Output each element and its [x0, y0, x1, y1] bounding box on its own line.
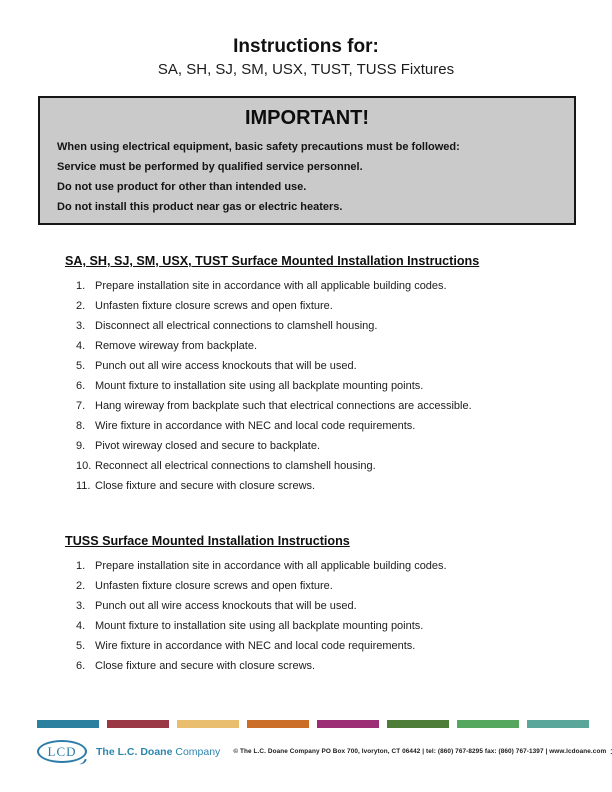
instruction-step: [76, 580, 572, 593]
step-number: 9.: [76, 440, 86, 452]
page-footer: [37, 720, 607, 763]
important-box-title: IMPORTANT!: [244, 107, 370, 129]
step-text: Wire fixture in accordance with NEC and local code requirements.: [95, 640, 416, 652]
instruction-step: [76, 640, 572, 653]
instruction-step: [76, 320, 572, 333]
step-text: Punch out all wire access knockouts that will be used.: [95, 600, 357, 612]
step-number: 3.: [76, 320, 86, 332]
safety-precaution-line: Service must be performed by qualified service personnel.: [57, 161, 363, 173]
step-text: Disconnect all electrical connections to clamshell housing.: [95, 320, 378, 332]
step-number: 4.: [76, 620, 86, 632]
step-text: Remove wireway from backplate.: [95, 340, 258, 352]
title-block: [0, 0, 612, 78]
step-number: 11.: [76, 480, 91, 492]
brand-color-bar: [247, 720, 309, 728]
instruction-step: [76, 400, 572, 413]
brand-color-bars: [37, 720, 589, 728]
step-number: 1.: [76, 280, 86, 292]
document-title: Instructions for:: [233, 36, 379, 57]
safety-precaution-line: Do not install this product near gas or electric heaters.: [57, 201, 343, 213]
step-text: Unfasten fixture closure screws and open fixture.: [95, 300, 333, 312]
step-number: 6.: [76, 380, 86, 392]
step-number: 2.: [76, 580, 86, 592]
lcd-logo-text: LCD: [47, 743, 77, 759]
instruction-step: [76, 480, 572, 493]
instruction-step-list: [65, 280, 572, 493]
step-text: Mount fixture to installation site using all backplate mounting points.: [95, 380, 424, 392]
brand-color-bar: [387, 720, 449, 728]
step-text: Reconnect all electrical connections to clamshell housing.: [95, 460, 376, 472]
brand-color-bar: [107, 720, 169, 728]
step-text: Pivot wireway closed and secure to backplate.: [95, 440, 321, 452]
brand-color-bar: [457, 720, 519, 728]
step-text: Prepare installation site in accordance with all applicable building codes.: [95, 560, 447, 572]
instruction-step: [76, 560, 572, 573]
instruction-step: [76, 360, 572, 373]
lcd-logo-tail: [77, 757, 87, 766]
instruction-step: [76, 420, 572, 433]
document-subtitle: SA, SH, SJ, SM, USX, TUST, TUSS Fixtures: [157, 61, 455, 78]
step-text: Close fixture and secure with closure screws.: [95, 660, 316, 672]
instruction-step-list: [65, 560, 572, 673]
step-text: Wire fixture in accordance with NEC and local code requirements.: [95, 420, 416, 432]
instruction-step: [76, 340, 572, 353]
instruction-step: [76, 620, 572, 633]
section-surface-mounted-instructions: [65, 254, 572, 493]
brand-color-bar: [527, 720, 589, 728]
company-name-bold: The L.C. Doane: [96, 745, 173, 758]
step-text: Close fixture and secure with closure screws.: [95, 480, 316, 492]
footer-contact-info: © The L.C. Doane Company PO Box 700, Ivoryton, CT 06442 | tel: (860) 767-8295 fax: (860) 767-1397 | www.lcdoane.com: [233, 748, 607, 755]
step-number: 4.: [76, 340, 86, 352]
step-text: Punch out all wire access knockouts that will be used.: [95, 360, 357, 372]
lcd-logo: [37, 740, 87, 763]
brand-color-bar: [177, 720, 239, 728]
instruction-step: [76, 300, 572, 313]
safety-precaution-line: Do not use product for other than intended use.: [57, 181, 307, 193]
step-number: 5.: [76, 360, 86, 372]
instruction-step: [76, 380, 572, 393]
company-name-light: Company: [175, 745, 221, 758]
instruction-step: [76, 600, 572, 613]
step-number: 7.: [76, 400, 86, 412]
important-safety-box: [38, 96, 576, 225]
instruction-step: [76, 440, 572, 453]
brand-color-bar: [317, 720, 379, 728]
section-heading: TUSS Surface Mounted Installation Instructions: [65, 534, 350, 548]
step-number: 8.: [76, 420, 86, 432]
step-number: 5.: [76, 640, 86, 652]
brand-color-bar: [37, 720, 99, 728]
instruction-step: [76, 660, 572, 673]
step-number: 1.: [76, 560, 86, 572]
step-number: 2.: [76, 300, 86, 312]
step-text: Prepare installation site in accordance with all applicable building codes.: [95, 280, 447, 292]
instruction-step: [76, 280, 572, 293]
step-text: Mount fixture to installation site using all backplate mounting points.: [95, 620, 424, 632]
instruction-step: [76, 460, 572, 473]
step-number: 3.: [76, 600, 86, 612]
step-text: Unfasten fixture closure screws and open fixture.: [95, 580, 333, 592]
step-number: 6.: [76, 660, 86, 672]
step-number: 10.: [76, 460, 92, 472]
safety-precaution-line: When using electrical equipment, basic safety precautions must be followed:: [57, 141, 460, 153]
section-tuss-instructions: [65, 534, 572, 673]
section-heading: SA, SH, SJ, SM, USX, TUST Surface Mounted Installation Instructions: [65, 254, 480, 268]
company-name: [96, 746, 220, 758]
footer-row: [37, 740, 607, 763]
step-text: Hang wireway from backplate such that electrical connections are accessible.: [95, 400, 472, 412]
